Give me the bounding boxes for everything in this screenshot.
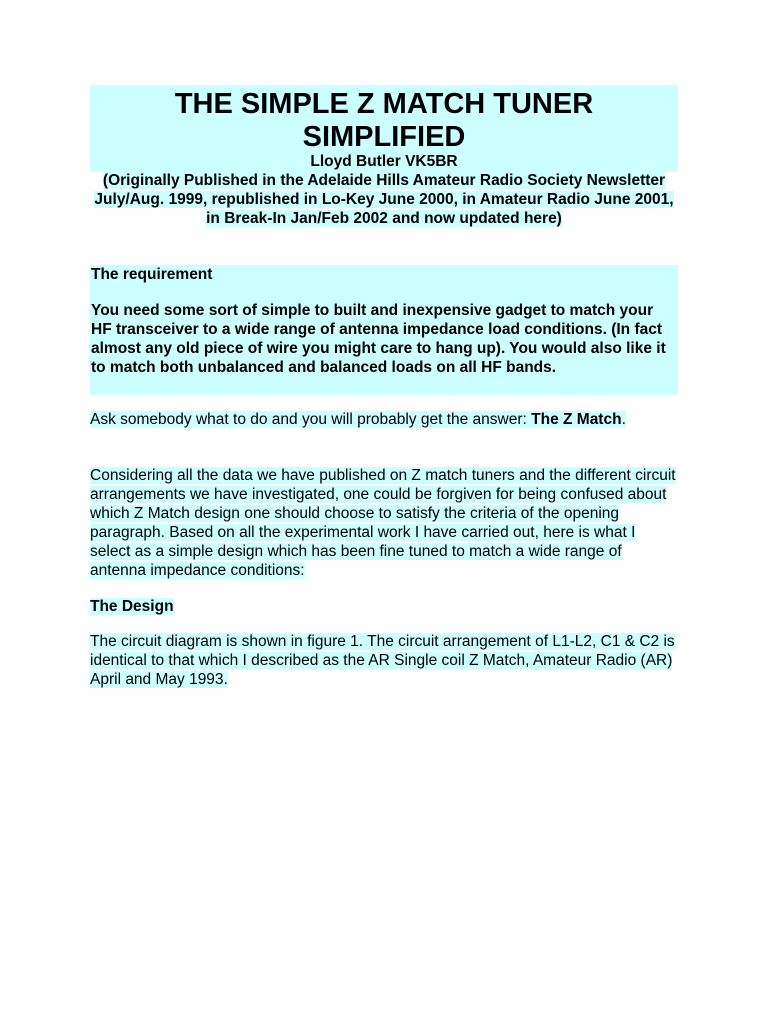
answer-emphasis: The Z Match (531, 411, 622, 428)
design-heading-block (90, 597, 678, 616)
design-paragraph (90, 632, 678, 689)
requirement-heading: The requirement (91, 266, 213, 283)
answer-paragraph (90, 410, 678, 429)
page-title: THE SIMPLE Z MATCH TUNER SIMPLIFIED (174, 88, 594, 153)
requirement-body: You need some sort of simple to built and inexpensive gadget to match your HF transceiver to a wide range of antenna impedance load conditions. (In fact almost any old piece of wire you might care to hang up). You would also like it to match both unbalanced and balanced loads on all HF bands. (91, 302, 666, 376)
publication-note-text: (Originally Published in the Adelaide Hills Amateur Radio Society Newsletter July/Aug. 1999, republished in Lo-Key June 2000, in Amateur Radio June 2001, in Break-In Jan/Feb 2002 and now updated here) (94, 172, 674, 227)
author (90, 152, 678, 171)
author-text: Lloyd Butler VK5BR (310, 153, 458, 170)
considering-body: Considering all the data we have published on Z match tuners and the different circuit arrangements we have investigated, one could be forgiven for being confused about which Z Match design one should choose to satisfy the criteria of the opening paragraph. Based on all the experimental work I have carried out, here is what I select as a simple design which has been fine tuned to match a wide range of antenna impedance conditions: (90, 467, 676, 579)
considering-paragraph (90, 466, 678, 580)
answer-trail: . (621, 411, 626, 428)
byline (90, 152, 678, 228)
design-heading: The Design (90, 598, 174, 615)
answer-lead: Ask somebody what to do and you will probably get the answer: (90, 411, 532, 428)
publication-note (90, 171, 678, 228)
requirement-section (90, 265, 678, 395)
design-body: The circuit diagram is shown in figure 1. The circuit arrangement of L1-L2, C1 & C2 is identical to that which I described as the AR Single coil Z Match, Amateur Radio (AR) April and May 1993. (90, 633, 675, 688)
